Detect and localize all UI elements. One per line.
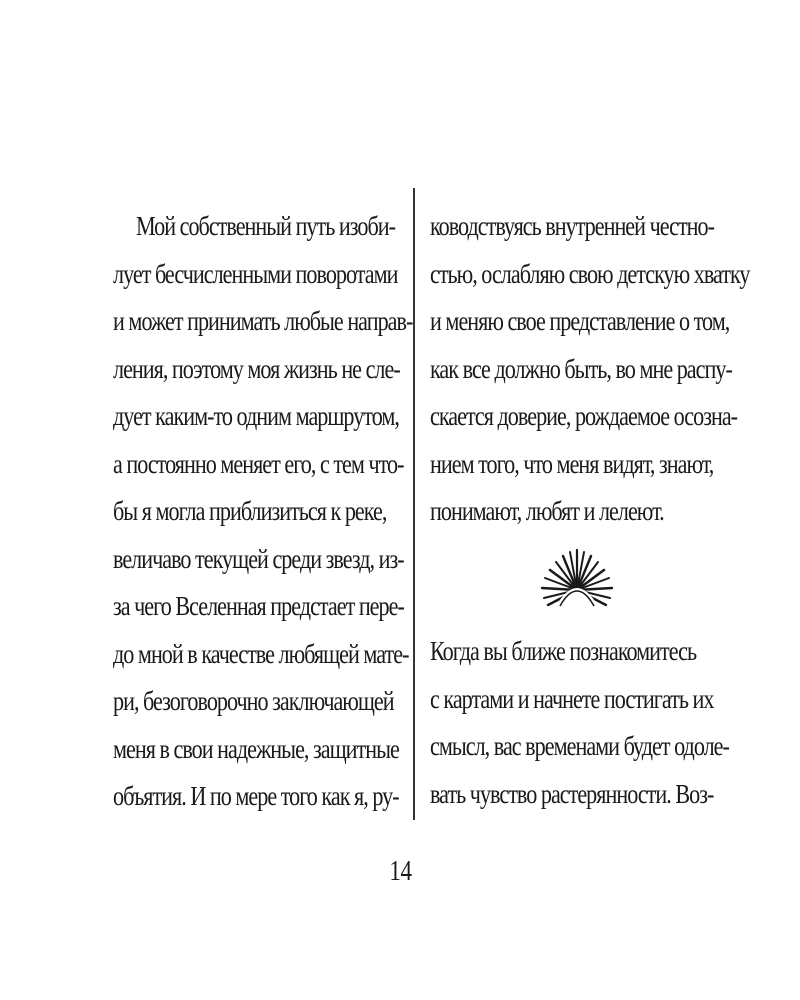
text-line: с картами и начнете постигать их: [430, 683, 714, 714]
text-line: смысл, вас временами будет одоле-: [430, 731, 729, 761]
text-line: дует каким-то одним маршрутом,: [113, 401, 399, 431]
right-column-paragraph-one: [430, 203, 750, 536]
page-number: [0, 856, 800, 888]
text-line: величаво текущей среди звезд, из-: [113, 543, 404, 574]
text-line: нием того, что меня видят, знают,: [430, 448, 714, 479]
text-line: Когда вы ближе познакомитесь: [430, 636, 697, 666]
text-line: объятия. И по мере того как я, ру-: [113, 781, 399, 811]
text-line: и может принимать любые направ-: [113, 306, 413, 336]
text-line: лует бесчисленными поворотами: [113, 258, 398, 289]
text-line: ления, поэтому моя жизнь не сле-: [113, 353, 400, 384]
text-line: и меняю свое представление о том,: [430, 306, 730, 336]
text-line: меня в свои надежные, защитные: [113, 733, 399, 764]
text-line: Мой собственный путь изоби-: [135, 211, 396, 241]
text-line: вать чувство растерянности. Воз-: [430, 778, 714, 809]
text-line: стью, ослабляю свою детскую хватку: [430, 258, 750, 289]
text-line: как все должно быть, во мне распу-: [430, 353, 732, 384]
page-number-text: 14: [388, 856, 412, 887]
left-column: [113, 203, 413, 821]
text-line: до мной в качестве любящей мате-: [113, 638, 409, 669]
text-line: бы я могла приблизиться к реке,: [113, 496, 387, 526]
column-divider: [413, 188, 415, 820]
text-line: а постоянно меняет его, с тем что-: [113, 448, 404, 479]
text-line: за чего Вселенная предстает пере-: [113, 591, 404, 621]
text-line: понимают, любят и лелеют.: [430, 496, 664, 526]
text-line: скается доверие, рождаемое осозна-: [430, 401, 738, 431]
text-line: ри, безоговорочно заключающей: [113, 686, 394, 716]
text-line: ководствуясь внутренней честно-: [430, 211, 714, 241]
right-column-paragraph-two: [430, 628, 729, 818]
sunburst-ornament-icon: [540, 548, 614, 608]
